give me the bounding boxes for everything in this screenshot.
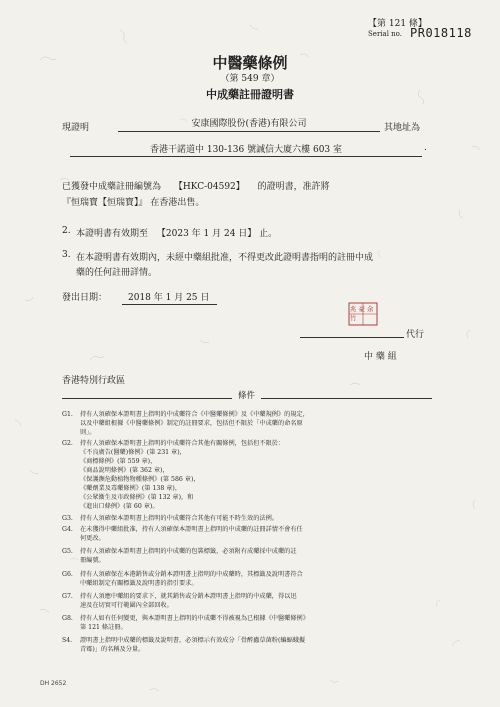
condition-line: 持有人須確保本證明書上指明的中成藥符合其他有可能不時生效的法例。 xyxy=(80,515,278,522)
company-underline xyxy=(118,131,380,132)
product-line xyxy=(62,195,204,208)
condition-label: G5. xyxy=(62,548,73,555)
ordinance-title: 中醫藥條例 xyxy=(212,54,288,72)
address-period: . xyxy=(424,143,427,153)
condition-line: 第 121 條註冊。 xyxy=(80,624,127,631)
condition-line: 持有人須確保本證明書上指明的中成藥符合《中醫藥條例》及《中藥規例》的規定， xyxy=(80,411,309,418)
item-2-number: 2. xyxy=(62,226,71,236)
condition-line: 《公眾衞生及市政條例》(第 132 章)，和 xyxy=(80,494,194,501)
deputy-label: 代行 xyxy=(406,330,425,340)
serial-number: PR018118 xyxy=(410,26,472,40)
product-text: 在香港出售。 xyxy=(150,198,205,208)
company-address: 香港干諾道中 130-136 號誠信大廈六樓 603 室 xyxy=(149,145,343,155)
condition-line: 《保護瀕危動植物物種條例》(第 586 章)， xyxy=(80,476,200,483)
issue-date-label: 發出日期： xyxy=(62,293,108,303)
condition-line: 以及中藥組根據《中醫藥條例》制定的註冊要求，包括但不限於「中成藥的命名原 xyxy=(80,420,303,427)
conditions-heading: 條件 xyxy=(232,389,261,401)
form-number: DH 2652 xyxy=(40,680,67,687)
registration-number: 【HKC-04592】 xyxy=(173,182,245,192)
region-name: 香港特別行政區 xyxy=(62,376,126,386)
condition-label: G6. xyxy=(62,571,73,578)
certificate-title: 中成藥註冊證明書 xyxy=(206,88,294,101)
product-name: 『恒瑞寶【恒瑞寶】』 xyxy=(62,198,148,208)
section-number: 【第 121 條】 xyxy=(368,19,427,29)
condition-line: 速及在切實可行範圍內全部回收。 xyxy=(80,602,173,609)
company-name: 安康國際股份(香港)有限公司 xyxy=(191,119,307,129)
registration-text-b: 的證明書，准許將 xyxy=(257,182,330,192)
item-3-line-2: 藥的任何註冊詳情。 xyxy=(76,268,158,278)
condition-label: G7. xyxy=(62,593,73,600)
address-underline xyxy=(70,156,422,157)
condition-line: 則」。 xyxy=(80,429,96,436)
condition-line: 持有人須確保在本港銷售或分銷本證明書上指明的中成藥時，其標籤及說明書符合 xyxy=(80,571,303,578)
condition-line: 中藥組制定有關標籤及說明書的指引要求。 xyxy=(80,580,198,587)
condition-line: 持有人如有任何變更，與本證明書上指明的中成藥不得被視為已根據《中醫藥條例》 xyxy=(80,615,309,622)
stamp-text: 兆豪余竹 xyxy=(350,305,376,322)
condition-label: G8. xyxy=(62,615,73,622)
certify-label: 現證明 xyxy=(62,123,90,133)
signature-stamp xyxy=(348,302,378,326)
address-label: 其地址為 xyxy=(384,123,421,133)
condition-line: 證明書上指明中成藥的標籤及說明書，必須標示有效成分「骨醉蟲草菌粉(蝙蝠蛾擬 xyxy=(80,637,306,644)
condition-line: 冊編號。 xyxy=(80,557,105,564)
signature-line xyxy=(300,337,404,338)
expiry-date: 【2023 年 1 月 24 日】 xyxy=(156,229,257,239)
condition-line: 持有人須應中藥組的要求下，就其銷售或分銷本證明書上指明的中成藥，得以迅 xyxy=(80,593,297,600)
condition-line: 青霉)」的名稱及分量。 xyxy=(80,646,145,653)
condition-line: 持有人須確保本證明書上指明的中成藥符合其他有關條例，包括但不限於： xyxy=(80,440,285,447)
condition-line: 《藥劑業及毒藥條例》(第 138 章)， xyxy=(80,485,182,492)
chapter-label: （第 549 章） xyxy=(220,74,280,84)
serial-label: Serial no. xyxy=(368,30,402,38)
expiry-text-a: 本證明書有效期至 xyxy=(76,229,149,239)
expiry-text-b: 止。 xyxy=(259,229,278,239)
condition-label: G4. xyxy=(62,526,73,533)
board-name: 中 藥 組 xyxy=(364,352,397,362)
condition-label: G2. xyxy=(62,440,73,447)
item-2-line xyxy=(76,226,277,239)
condition-line: 《商品說明條例》(第 362 章)， xyxy=(80,467,169,474)
condition-label: G3. xyxy=(62,515,73,522)
registration-text-a: 已獲發中成藥註冊編號為 xyxy=(62,182,162,192)
condition-line: 持有人須確保本證明書上指明的中成藥的包裝標籤，必須附有成藥採中成藥的註 xyxy=(80,548,297,555)
condition-line: 何更改。 xyxy=(80,535,105,542)
issue-date: 2018 年 1 月 25 日 xyxy=(122,290,217,305)
condition-line: 《商標條例》(第 559 章)， xyxy=(80,458,157,465)
condition-line: 《不良廣告(醫藥)條例》(第 231 章)， xyxy=(80,449,186,456)
condition-label: S4. xyxy=(62,637,73,644)
item-3-number: 3. xyxy=(62,250,71,260)
registration-line xyxy=(62,179,330,192)
item-3-line-1: 在本證明書有效期內，未經中藥組批准，不得更改此證明書指明的註冊中成 xyxy=(76,253,374,263)
condition-line: 在未獲得中藥組批准，持有人須確保本證明書上指明的中成藥的註冊詳情不會有任 xyxy=(80,526,303,533)
condition-label: G1. xyxy=(62,411,73,418)
condition-line: 《進出口條例》(第 60 章)。 xyxy=(80,503,159,510)
